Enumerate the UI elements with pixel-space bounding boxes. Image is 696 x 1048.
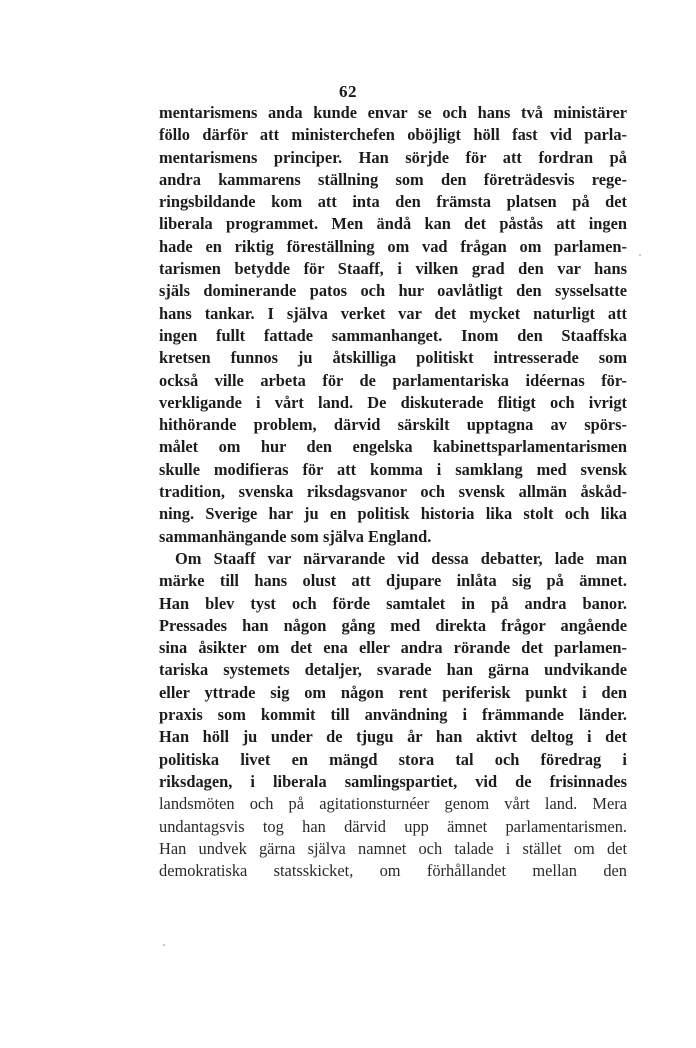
text-line: liberala programmet. Men ändå kan det påstås att ingen [159, 214, 627, 234]
text-line: kretsen funnos ju åtskilliga politiskt intresserade som [159, 348, 627, 368]
text-line: Han höll ju under de tjugu år han aktivt deltog i det [159, 727, 627, 747]
text-line: sammanhängande som själva England. [159, 526, 432, 546]
text-line: ingen fullt fattade sammanhanget. Inom den Staaffska [159, 325, 627, 345]
text-line: Pressades han någon gång med direkta frågor angående [159, 615, 627, 635]
text-line: Han blev tyst och förde samtalet in på andra banor. [159, 593, 627, 613]
text-line: praxis som kommit till användning i främmande länder. [159, 705, 627, 725]
text-line: tariska systemets detaljer, svarade han gärna undvikande [159, 660, 627, 680]
text-line: tradition, svenska riksdagsvanor och svensk allmän åskåd- [159, 482, 627, 502]
text-line: politiska livet en mängd stora tal och föredrag i [159, 749, 627, 769]
text-line: själs dominerande patos och hur oavlåtligt den sysselsatte [159, 281, 627, 301]
text-line: eller yttrade sig om någon rent periferisk punkt i den [159, 682, 627, 702]
scan-speck [639, 254, 641, 256]
text-line: hade en riktig föreställning om vad frågan om parlamen- [159, 236, 627, 256]
text-line: föllo därför att ministerchefen oböjligt höll fast vid parla- [159, 125, 627, 145]
text-line: hans tankar. I själva verket var det mycket naturligt att [159, 303, 627, 323]
text-line: mentarismens anda kunde envar se och hans två ministärer [159, 103, 627, 122]
text-line: hithörande problem, därvid särskilt upptagna av spörs- [159, 415, 627, 435]
paragraph-start-line: Om Staaff var närvarande vid dessa debatter, lade man [175, 548, 627, 568]
text-line: landsmöten och på agitationsturnéer genom vårt land. Mera [159, 794, 627, 814]
page-number: 62 [339, 82, 357, 101]
text-line: ringsbildande kom att inta den främsta platsen på det [159, 192, 627, 212]
text-line: Han undvek gärna själva namnet och talade i stället om det [159, 838, 627, 858]
text-line: märke till hans olust att djupare inlåta sig på ämnet. [159, 571, 627, 591]
scan-speck [163, 944, 165, 946]
text-line: också ville arbeta för de parlamentariska idéernas för- [159, 370, 627, 390]
text-line: målet om hur den engelska kabinettsparlamentarismen [159, 437, 627, 457]
text-line: andra kammarens ställning som den företrädesvis rege- [159, 169, 627, 189]
text-line: tarismen betydde för Staaff, i vilken grad den var hans [159, 259, 627, 279]
text-line: verkligande i vårt land. De diskuterade flitigt och ivrigt [159, 392, 627, 412]
body-text [159, 102, 627, 882]
text-line: undantagsvis tog han därvid upp ämnet parlamentarismen. [159, 816, 627, 836]
text-line: demokratiska statsskicket, om förhållandet mellan den [159, 861, 627, 881]
text-line: ning. Sverige har ju en politisk historia lika stolt och lika [159, 504, 627, 524]
text-line: riksdagen, i liberala samlingspartiet, vid de frisinnades [159, 771, 627, 791]
text-line: skulle modifieras för att komma i samklang med svensk [159, 459, 627, 479]
text-line: mentarismens principer. Han sörjde för att fordran på [159, 147, 627, 167]
text-line: sina åsikter om det ena eller andra rörande det parlamen- [159, 638, 627, 658]
